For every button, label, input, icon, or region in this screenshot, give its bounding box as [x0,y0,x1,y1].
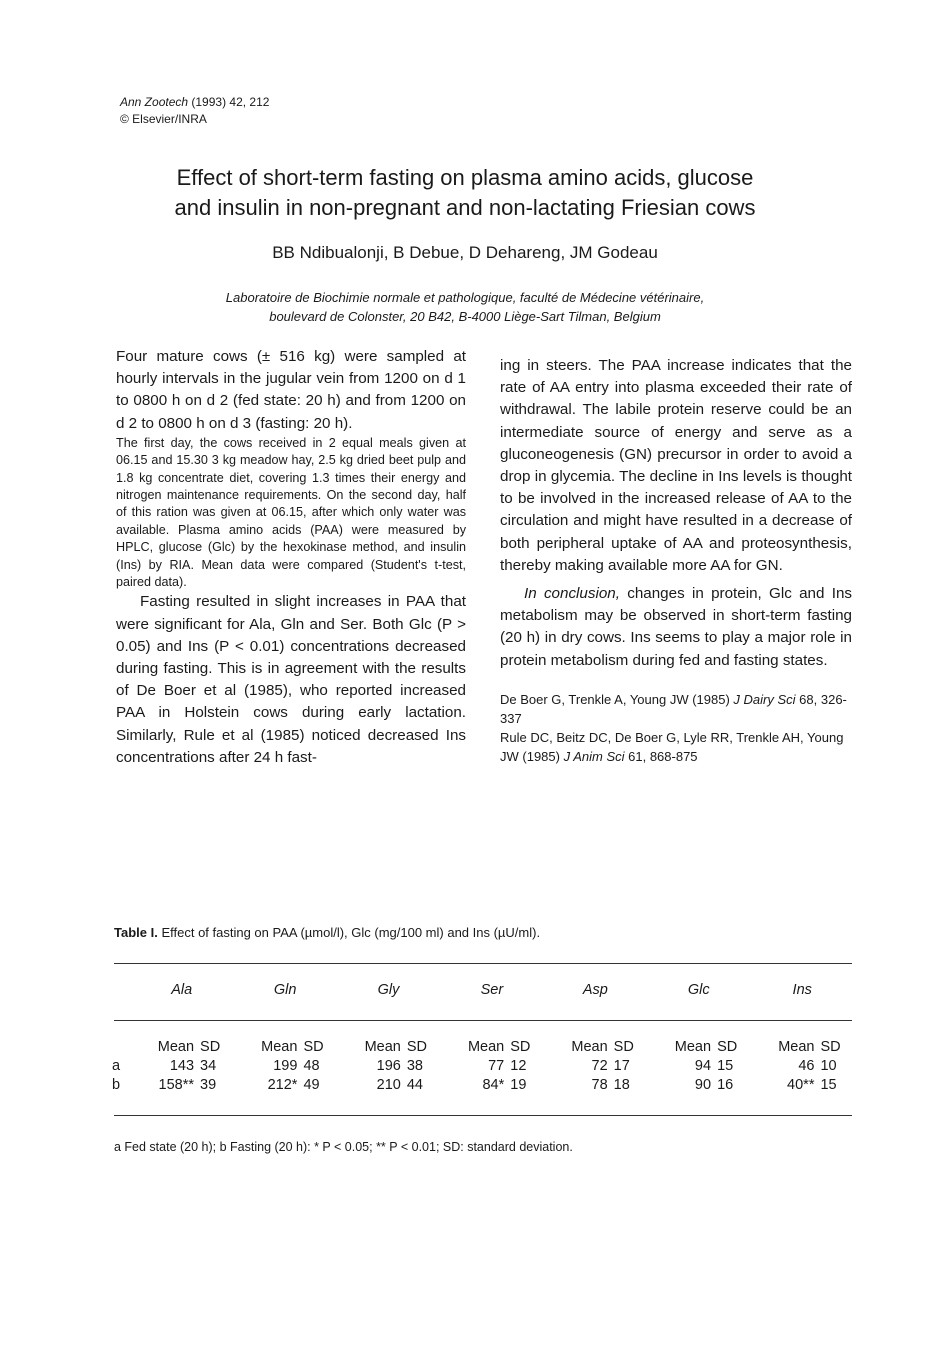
paragraph-results-right: ing in steers. The PAA increase indicates that the rate of AA entry into plasma exceeded their rate of withdrawal. The labile protein reserve could be an intermediate source of energy and serve as a gluconeogenesis (GN) precursor in order to avoid a drop in glycemia. The decline in Ins levels is thought to be involved in the increased release of AA to the circulation and might have resulted in a decrease of both peripheral uptake of AA and proteosynthesis, thereby making available more AA for GN. [500,357,852,574]
left-column [116,346,466,769]
table-cell: 15 [820,1076,837,1093]
table-row [112,1075,854,1094]
table-cell: 90 [694,1076,712,1093]
title-line-2: and insulin in non-pregnant and non-lactating Friesian cows [174,195,756,220]
table-subheader: Mean [674,1038,712,1055]
journal-header [120,94,269,128]
conclusion-lead: In conclusion, [524,585,620,603]
authors: BB Ndibualonji, B Debue, D Dehareng, JM Godeau [272,243,658,262]
table-subheader: Mean [571,1038,608,1055]
table-subheader: SD [717,1038,738,1055]
affiliation-line-1: Laboratoire de Biochimie normale et pathologique, faculté de Médecine vétérinaire, [225,290,705,305]
table-subheader: SD [303,1038,324,1055]
table-cell: 38 [406,1057,423,1074]
table-subheader-row [112,1037,854,1056]
title-line-1: Effect of short-term fasting on plasma amino acids, glucose [176,165,754,190]
table-cell: 212* [267,1076,298,1093]
table-group-header: Asp [582,981,608,998]
table-cell: 17 [613,1057,630,1074]
table-group-header: Glc [687,981,710,998]
table-cell: 210 [376,1076,401,1093]
table-subheader: Mean [467,1038,505,1055]
table-group-header: Ser [480,981,504,998]
table-cell: 46 [798,1057,815,1074]
table-cell: 15 [717,1057,734,1074]
table-cell: 72 [591,1057,608,1074]
paragraph-methods-detail: The first day, the cows received in 2 equal meals given at 06.15 and 15.30 3 kg meadow hay, 2.5 kg dried beet pulp and 1.8 kg concentrate diet, covering 1.3 times their energy and nitrogen maintenance requirements. On the second day, half of this ration was given at 06.15, after which only water was available. Plasma amino acids (PAA) were measured by HPLC, glucose (Glc) by the hexokinase method, and insulin (Ins) by RIA. Mean data were compared (Student's t-test, paired data). [116,435,466,590]
table-caption [114,925,540,940]
table-cell: 44 [406,1076,423,1093]
table-subheader: SD [510,1038,531,1055]
table-bottom-rule [114,1115,852,1116]
reference-item: De Boer G, Trenkle A, Young JW (1985) J Dairy Sci 68, 326-337 [500,691,847,726]
references [500,690,852,766]
journal-info: (1993) 42, 212 [191,95,270,109]
paragraph-methods-intro: Four mature cows (± 516 kg) were sampled at hourly intervals in the jugular vein from 1200 on d 1 to 0800 h on d 2 (fed state: 20 h) and from 1200 on d 2 to 0800 h on d 3 (fasting: 20 h). [116,348,466,432]
table-subheader: SD [406,1038,427,1055]
table-cell: 18 [613,1076,630,1093]
table-subheader: SD [820,1038,841,1055]
journal-name: Ann Zootech [120,95,189,109]
table-cell: 199 [273,1057,298,1074]
paragraph-results-left: Fasting resulted in slight increases in PAA that were significant for Ala, Gln and Ser. Both Glc (P > 0.05) and Ins (P < 0.01) concentrations decreased during fasting. This is in agreement with the results of De Boer et al (1985), who reported increased PAA in Holstein cows during early lactation. Similarly, Rule et al (1985) noticed decreased Ins concentrations after 24 h fast- [116,593,466,766]
table-subheader: Mean [778,1038,815,1055]
table-subheader: Mean [261,1038,298,1055]
publisher: © Elsevier/INRA [120,112,207,126]
table-cell: 196 [376,1057,401,1074]
table-subheader: SD [613,1038,634,1055]
table-cell: 10 [820,1057,837,1074]
table-cell: 77 [488,1057,505,1074]
paper-title [60,163,870,223]
table-cell: 48 [303,1057,320,1074]
table-subheader: SD [200,1038,221,1055]
table-cell: 16 [717,1076,734,1093]
right-column [500,355,852,766]
affiliation [100,288,830,326]
table-cell: 143 [169,1057,195,1074]
table-cell: 94 [694,1057,712,1074]
table-group-header: Ins [792,981,812,998]
row-label: a [112,1057,121,1074]
table-group-header: Gly [377,981,400,998]
table-row [112,1056,854,1075]
table-cell: 19 [510,1076,527,1093]
table-group-header: Ala [171,981,193,998]
table-cell: 49 [303,1076,320,1093]
table-subheader: Mean [157,1038,195,1055]
results-table [112,980,854,1094]
table-caption-label: Table I. [114,925,158,940]
table-footnote: a Fed state (20 h); b Fasting (20 h): * P < 0.05; ** P < 0.01; SD: standard deviation. [114,1140,573,1154]
table-cell: 34 [200,1057,217,1074]
table-cell: 84* [482,1076,505,1093]
table-cell: 40** [787,1076,815,1093]
table-cell: 78 [591,1076,608,1093]
table-caption-text: Effect of fasting on PAA (µmol/l), Glc (mg/100 ml) and Ins (µU/ml). [161,925,541,940]
table-group-header: Gln [273,981,297,998]
conclusion-text: changes in protein, Glc and Ins metabolism may be observed in short-term fasting (20 h) in dry cows. Ins seems to play a major role in protein metabolism during fed and fasting states. [500,585,852,669]
affiliation-line-2: boulevard de Colonster, 20 B42, B-4000 Liège-Sart Tilman, Belgium [269,309,661,324]
table-cell: 12 [510,1057,527,1074]
reference-item: Rule DC, Beitz DC, De Boer G, Lyle RR, Trenkle AH, Young JW (1985) J Anim Sci 61, 868-875 [500,729,844,764]
table-cell: 39 [200,1076,217,1093]
row-label: b [112,1076,121,1093]
table-subheader: Mean [364,1038,401,1055]
table-group-header-row [112,980,854,999]
table-top-rule [114,963,852,964]
paragraph-conclusion [500,583,852,672]
table-cell: 158** [158,1076,195,1093]
